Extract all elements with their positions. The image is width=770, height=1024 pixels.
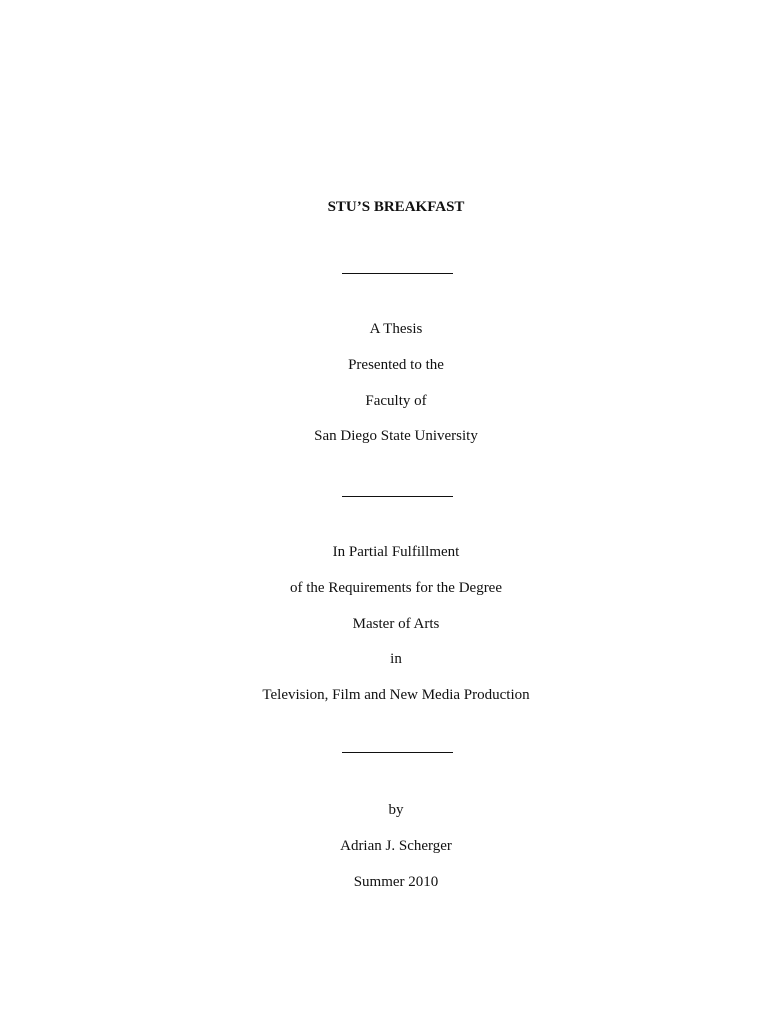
divider-rule-2 bbox=[342, 496, 453, 497]
presented-to-line: Presented to the bbox=[348, 357, 444, 373]
requirements-line: of the Requirements for the Degree bbox=[290, 580, 502, 596]
partial-fulfillment-line: In Partial Fulfillment bbox=[332, 544, 460, 560]
divider-rule-1 bbox=[342, 273, 453, 274]
by-line: by bbox=[388, 802, 404, 818]
degree-name: Master of Arts bbox=[352, 616, 440, 632]
faculty-of-line: Faculty of bbox=[365, 393, 427, 409]
author-name: Adrian J. Scherger bbox=[340, 838, 452, 854]
program-name: Television, Film and New Media Production bbox=[262, 687, 530, 703]
submission-date: Summer 2010 bbox=[353, 874, 439, 890]
university-name: San Diego State University bbox=[314, 428, 478, 444]
divider-rule-3 bbox=[342, 752, 453, 753]
thesis-label: A Thesis bbox=[369, 321, 423, 337]
thesis-title: STU’S BREAKFAST bbox=[327, 199, 465, 215]
in-line: in bbox=[390, 651, 402, 667]
